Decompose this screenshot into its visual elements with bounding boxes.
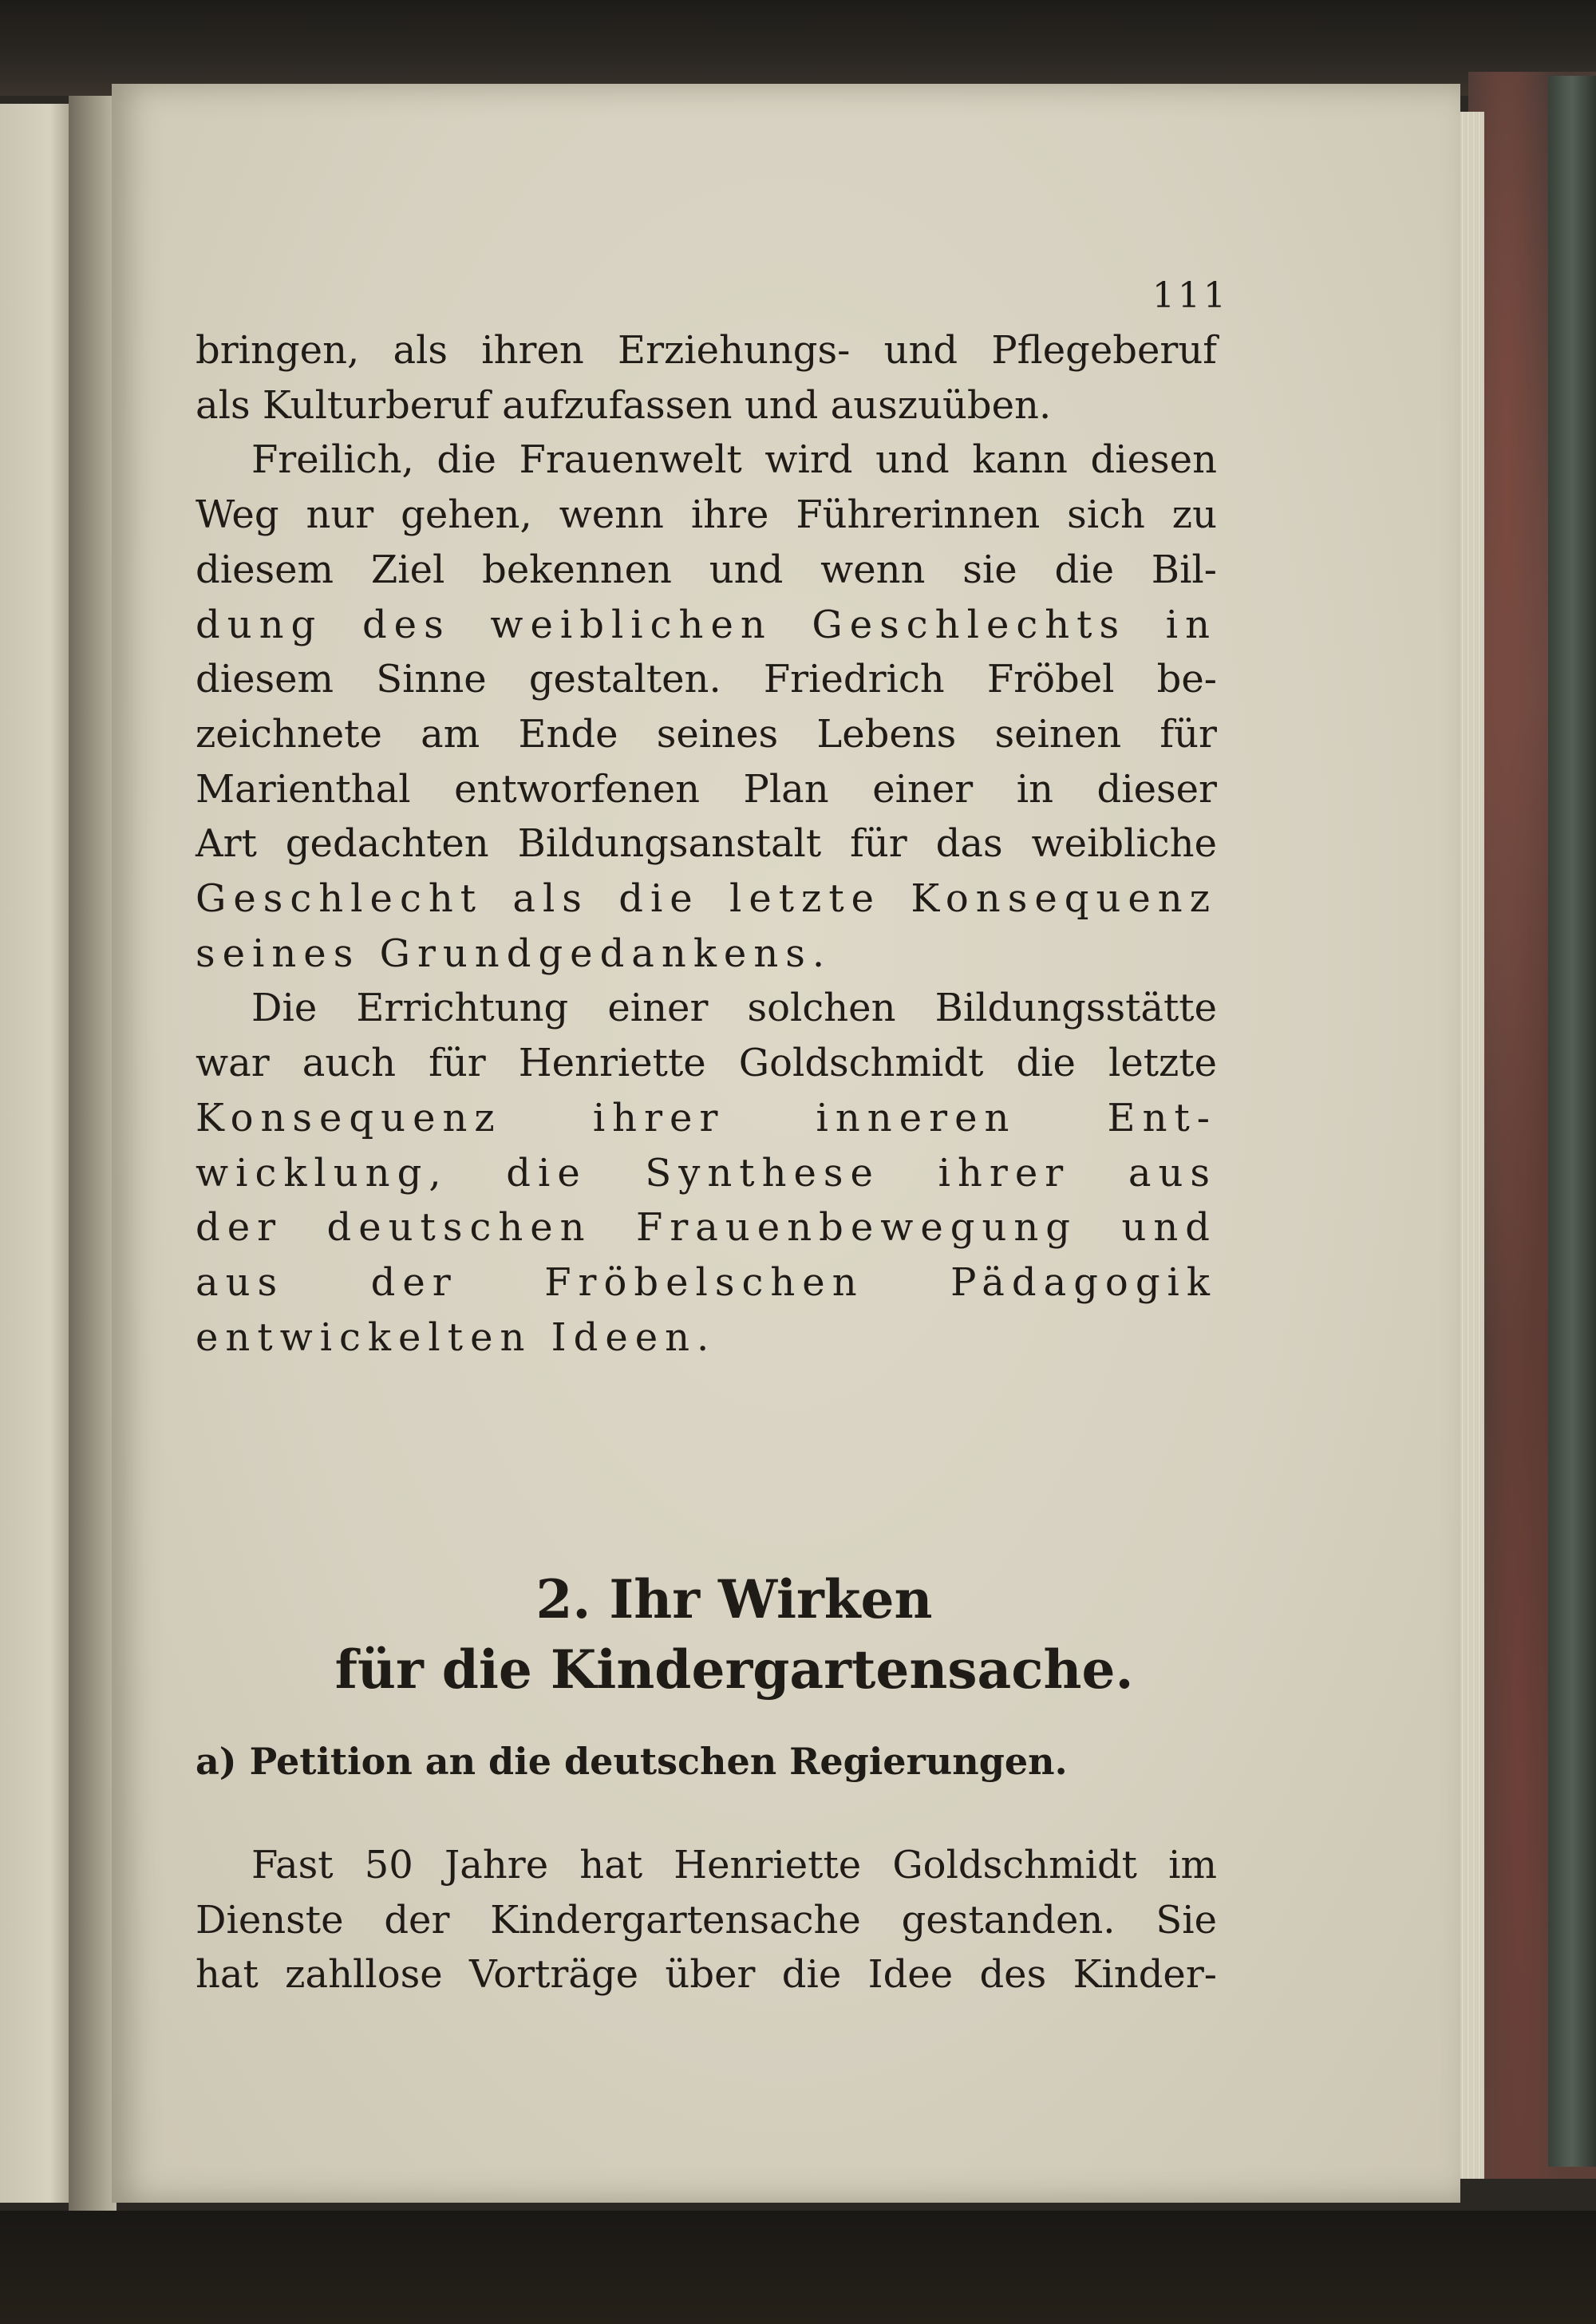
text-line: Weg nur gehen, wenn ihre Führerinnen sich zu — [196, 492, 1217, 538]
text-line: der deutschen Frauenbewegung und — [196, 1205, 1217, 1251]
text-line: Die Errichtung einer solchen Bildungsstätte — [251, 986, 1217, 1031]
cloth-cover-edge — [1548, 76, 1596, 2167]
text-line: wicklung, die Synthese ihrer aus — [196, 1150, 1217, 1196]
paragraph — [196, 981, 1217, 1365]
text-line: entwickelten Ideen. — [196, 1314, 717, 1360]
text-line: hat zahllose Vorträge über die Idee des Kinder- — [196, 1952, 1217, 1998]
text-line: diesem Sinne gestalten. Friedrich Fröbel be- — [196, 657, 1217, 702]
facing-page-edge — [0, 104, 72, 2203]
text-line: Art gedachten Bildungsanstalt für das weibliche — [196, 821, 1217, 867]
text-line: Freilich, die Frauenwelt wird und kann diesen — [251, 437, 1217, 483]
paragraph — [196, 433, 1217, 981]
text-line: Fast 50 Jahre hat Henriette Goldschmidt im — [251, 1843, 1217, 1887]
text-line: diesem Ziel bekennen und wenn sie die Bil- — [196, 547, 1217, 592]
section-heading-continued: für die Kindergartensache. — [334, 1638, 1134, 1701]
text-line: aus der Fröbelschen Pädagogik — [196, 1259, 1217, 1305]
subsection-heading: a) Petition an die deutschen Regierungen. — [196, 1740, 1068, 1783]
body-text-bottom — [196, 1800, 1217, 2041]
text-line: zeichnete am Ende seines Lebens seinen für — [196, 711, 1217, 757]
text-line: Konsequenz ihrer inneren Ent- — [196, 1095, 1217, 1140]
page-number: 111 — [1152, 275, 1229, 316]
text-line: Marienthal entworfenen Plan einer in dieser — [196, 766, 1217, 812]
text-line: war auch für Henriette Goldschmidt die letzte — [196, 1041, 1217, 1086]
text-line: dung des weiblichen Geschlechts in — [196, 602, 1217, 647]
paragraph — [196, 323, 1217, 433]
text-line: Dienste der Kindergartensache gestanden. Sie — [196, 1897, 1217, 1943]
text-line: bringen, als ihren Erziehungs- und Pflegeberuf — [196, 328, 1217, 373]
book-page — [112, 84, 1460, 2203]
section-heading: 2. Ihr Wirken — [535, 1568, 933, 1630]
text-line: Geschlecht als die letzte Konsequenz — [196, 876, 1217, 922]
binding-top — [0, 0, 1596, 96]
paragraph — [196, 1838, 1217, 2002]
binding-bottom — [0, 2211, 1596, 2324]
text-line: als Kulturberuf aufzufassen und auszuüben. — [196, 382, 1052, 428]
text-line: seines Grundgedankens. — [196, 931, 832, 976]
gutter-shadow — [69, 96, 117, 2211]
body-text-top — [196, 323, 1217, 1365]
